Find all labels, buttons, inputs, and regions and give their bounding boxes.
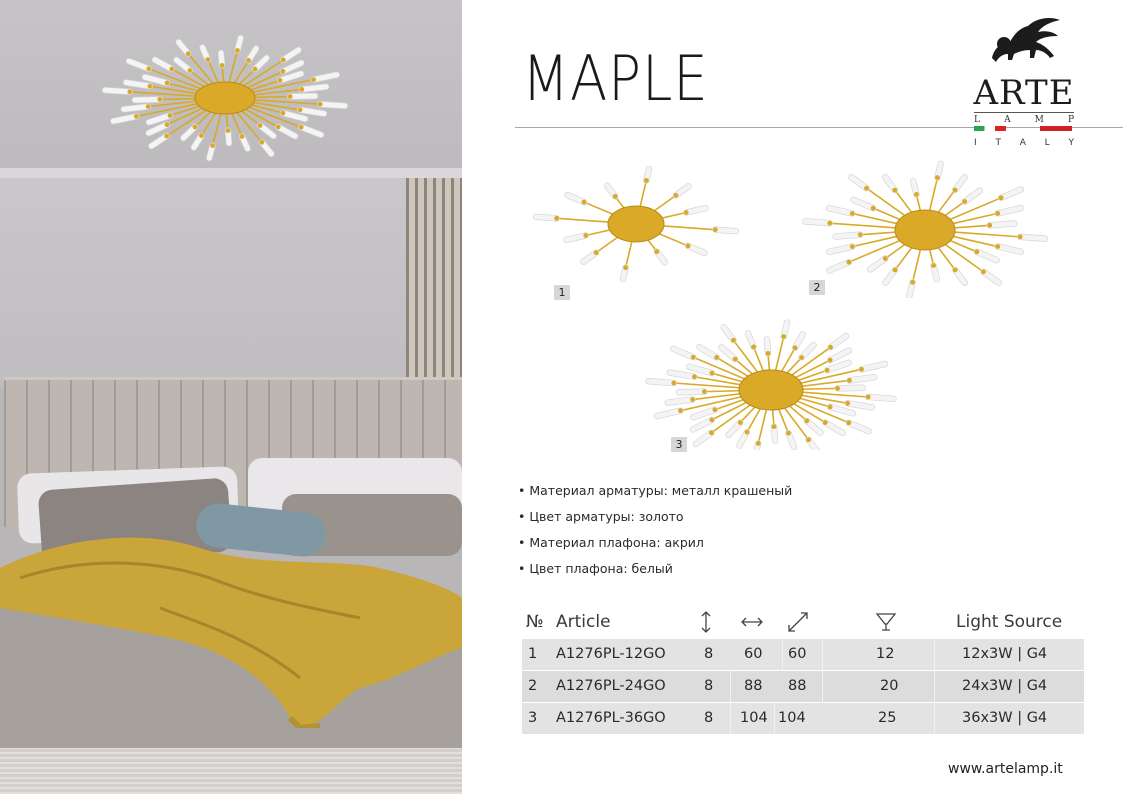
table-row <box>522 671 1084 702</box>
brand-subtitle-letter: P <box>1067 115 1074 125</box>
cell-divider <box>822 639 823 670</box>
brand-subtitle <box>974 112 1074 125</box>
cell-num: 1 <box>528 646 538 662</box>
cell-article: A1276PL-36GO <box>556 710 666 726</box>
cell-divider <box>730 671 731 702</box>
spec-list <box>518 481 792 585</box>
product-image-variant-3 <box>636 310 906 450</box>
brand-subtitle-letter: A <box>1004 115 1011 125</box>
cell-light-source: 36x3W | G4 <box>962 710 1048 726</box>
cell-article: A1276PL-24GO <box>556 678 666 694</box>
header-light-source: Light Source <box>956 612 1063 632</box>
brand-country-letter: Y <box>1068 138 1074 148</box>
product-title: MAPLE <box>522 42 709 115</box>
header-num: № <box>526 612 544 632</box>
cell-width: 60 <box>744 646 763 662</box>
interior-photo <box>0 0 462 794</box>
red-stripe <box>1040 126 1072 131</box>
winged-lion-icon <box>984 14 1064 68</box>
cell-diameter: 104 <box>778 710 806 726</box>
cell-height: 8 <box>704 710 714 726</box>
diagonal-arrow-icon <box>786 610 810 634</box>
cell-divider <box>774 703 775 734</box>
mustard-throw-blanket <box>0 528 462 728</box>
table-row <box>522 639 1084 670</box>
brand-subtitle-letter: L <box>974 115 980 125</box>
italy-flag-stripe <box>974 126 1006 131</box>
table-header <box>522 606 1084 638</box>
brand-subtitle-letter: M <box>1034 115 1044 125</box>
cell-quantity: 20 <box>880 678 899 694</box>
cell-light-source: 12x3W | G4 <box>962 646 1048 662</box>
cell-divider <box>934 703 935 734</box>
cell-divider <box>730 703 731 734</box>
cell-num: 3 <box>528 710 538 726</box>
cell-divider <box>934 639 935 670</box>
cell-article: A1276PL-12GO <box>556 646 666 662</box>
header-article: Article <box>556 612 611 632</box>
wood-slat-panel <box>406 178 462 388</box>
brand-name: ARTE <box>973 73 1075 113</box>
cell-divider <box>822 671 823 702</box>
cell-height: 8 <box>704 646 714 662</box>
cell-light-source: 24x3W | G4 <box>962 678 1048 694</box>
cell-width: 88 <box>744 678 763 694</box>
brand-country <box>974 138 1074 148</box>
spec-item: • Цвет арматуры: золото <box>518 509 684 524</box>
variant-label: 1 <box>554 285 570 300</box>
cell-width: 104 <box>740 710 768 726</box>
floor-rug <box>0 748 462 794</box>
cell-divider <box>934 671 935 702</box>
brand-country-letter: I <box>974 138 977 148</box>
brand-country-letter: L <box>1044 138 1050 148</box>
table-body <box>522 639 1084 734</box>
variant-label: 3 <box>671 437 687 452</box>
wall <box>0 178 462 388</box>
cell-quantity: 25 <box>878 710 897 726</box>
website-link[interactable]: www.artelamp.it <box>948 761 1063 777</box>
ceiling-lamp-in-room <box>92 26 358 166</box>
spec-item: • Материал арматуры: металл крашеный <box>518 483 793 498</box>
brand-country-letter: A <box>1019 138 1026 148</box>
spec-item: • Цвет плафона: белый <box>518 561 673 576</box>
brand-country-letter: T <box>995 138 1001 148</box>
cell-num: 2 <box>528 678 538 694</box>
article-table <box>522 606 1084 734</box>
lamp-shade-icon <box>874 610 898 634</box>
table-row <box>522 703 1084 734</box>
product-image-variant-1 <box>524 156 748 286</box>
cell-quantity: 12 <box>876 646 895 662</box>
cell-divider <box>782 639 783 670</box>
horizontal-arrow-icon <box>740 610 764 634</box>
product-image-variant-2 <box>794 150 1056 298</box>
spec-item: • Материал плафона: акрил <box>518 535 704 550</box>
vertical-arrow-icon <box>694 610 718 634</box>
cell-diameter: 88 <box>788 678 807 694</box>
brand-logo <box>970 14 1078 150</box>
variant-label: 2 <box>809 280 825 295</box>
cell-diameter: 60 <box>788 646 807 662</box>
cell-height: 8 <box>704 678 714 694</box>
ceiling-beam <box>0 168 462 178</box>
